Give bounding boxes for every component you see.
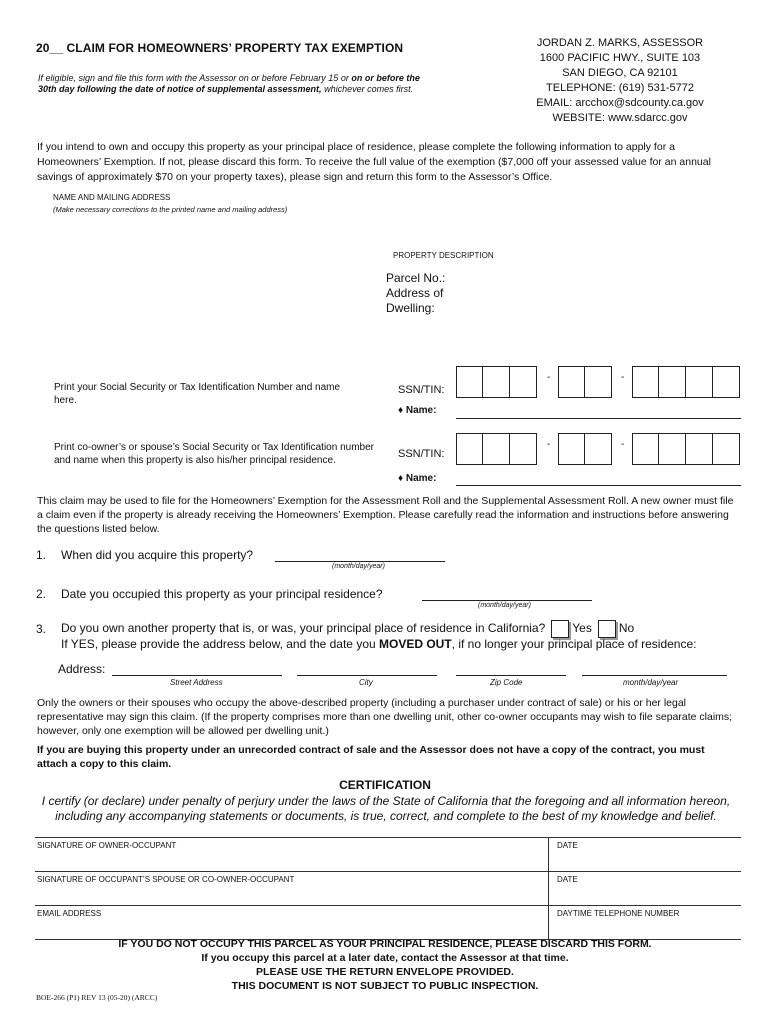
signature-row-owner[interactable] xyxy=(35,838,741,872)
ssn1-digit-box[interactable] xyxy=(558,366,585,398)
name-address-label: NAME AND MAILING ADDRESS xyxy=(53,193,171,202)
ssn1-dash2: - xyxy=(621,372,625,383)
q1-hint: (month/day/year) xyxy=(332,563,385,570)
phone-label: DAYTIME TELEPHONE NUMBER xyxy=(557,909,680,918)
assessor-address2: SAN DIEGO, CA 92101 xyxy=(562,67,678,79)
ssn2-name-label: ♦ Name: xyxy=(398,473,437,484)
ssn1-label: SSN/TIN: xyxy=(398,384,445,396)
q2-text: Date you occupied this property as your principal residence? xyxy=(61,587,383,601)
ssn2-digit-box[interactable] xyxy=(632,433,659,465)
form-title: 20__ CLAIM FOR HOMEOWNERS’ PROPERTY TAX EXEMPTION xyxy=(36,41,404,55)
ssn1-group1[interactable] xyxy=(456,366,537,398)
ssn1-digit-box[interactable] xyxy=(659,366,686,398)
q2-number: 2. xyxy=(36,587,47,601)
form-number: BOE-266 (P1) REV 13 (05-20) (ARCC) xyxy=(36,993,158,1002)
name-address-note: (Make necessary corrections to the printed name and mailing address) xyxy=(53,205,288,214)
q3-number: 3. xyxy=(36,622,47,636)
contract-paragraph: If you are buying this property under an unrecorded contract of sale and the Assessor does not have a copy of the contract, you must attach a copy to this claim. xyxy=(37,744,705,770)
certification-text: I certify (or declare) under penalty of perjury under the laws of the State of California that the foregoing and all information hereon, including any accompanying statements or documents, is true, correct, and complete to the best of my knowledge and belief. xyxy=(41,794,731,823)
footer-line1: IF YOU DO NOT OCCUPY THIS PARCEL AS YOUR PRINCIPAL RESIDENCE, PLEASE DISCARD THIS FORM. xyxy=(118,938,652,950)
q3-followup-bold: MOVED OUT xyxy=(379,637,452,651)
ssn1-group2[interactable] xyxy=(558,366,612,398)
ssn2-dash1: - xyxy=(547,439,551,450)
zip-hint: Zip Code xyxy=(490,678,523,687)
ssn2-digit-box[interactable] xyxy=(483,433,510,465)
email-label: EMAIL ADDRESS xyxy=(37,909,102,918)
instr-part2: whichever comes first. xyxy=(321,84,414,94)
q3-text: Do you own another property that is, or was, your principal place of residence in California? xyxy=(61,621,546,636)
assessor-website: WEBSITE: www.sdarcc.gov xyxy=(552,112,688,124)
ssn2-digit-box[interactable] xyxy=(510,433,537,465)
q3-no-label: No xyxy=(618,621,635,636)
q1-number: 1. xyxy=(36,548,47,562)
ssn1-digit-box[interactable] xyxy=(585,366,612,398)
assessor-telephone: TELEPHONE: (619) 531-5772 xyxy=(546,82,694,94)
q2-hint: (month/day/year) xyxy=(478,602,531,609)
ssn1-group3[interactable] xyxy=(632,366,740,398)
ssn2-group2[interactable] xyxy=(558,433,612,465)
email-cell[interactable] xyxy=(35,906,549,939)
q3-yes-checkbox[interactable] xyxy=(551,620,569,638)
footer-line3: PLEASE USE THE RETURN ENVELOPE PROVIDED. xyxy=(256,966,514,978)
ssn2-dash2: - xyxy=(621,439,625,450)
spouse-signature-label: SIGNATURE OF OCCUPANT’S SPOUSE OR CO-OWNER-OCCUPANT xyxy=(37,875,295,884)
contact-row[interactable] xyxy=(35,906,741,940)
ssn1-digit-box[interactable] xyxy=(483,366,510,398)
footer-line4: THIS DOCUMENT IS NOT SUBJECT TO PUBLIC INSPECTION. xyxy=(231,980,539,992)
street-hint: Street Address xyxy=(170,678,223,687)
q3-followup-b: , if no longer your principal place of residence: xyxy=(451,637,697,651)
q3-followup xyxy=(61,637,696,651)
assessor-address1: 1600 PACIFIC HWY., SUITE 103 xyxy=(539,52,701,64)
q3-followup-a: If YES, please provide the address below, and the date you xyxy=(61,637,379,651)
q2-answer-line[interactable] xyxy=(422,600,592,601)
date1-label: DATE xyxy=(557,841,578,850)
street-line[interactable] xyxy=(112,675,282,676)
ssn2-group1[interactable] xyxy=(456,433,537,465)
filing-instructions xyxy=(38,73,428,95)
ssn2-label: SSN/TIN: xyxy=(398,448,445,460)
ssn2-instruction: Print co-owner’s or spouse’s Social Security or Tax Identification number and name when this property is also his/her principal residence. xyxy=(54,442,374,466)
zip-line[interactable] xyxy=(456,675,566,676)
city-line[interactable] xyxy=(297,675,437,676)
ssn1-digit-box[interactable] xyxy=(456,366,483,398)
ssn2-name-line[interactable] xyxy=(456,485,741,486)
ssn1-dash1: - xyxy=(547,372,551,383)
ssn1-instruction: Print your Social Security or Tax Identification Number and name here. xyxy=(54,382,341,406)
ssn2-group3[interactable] xyxy=(632,433,740,465)
ssn2-digit-box[interactable] xyxy=(713,433,740,465)
certification-title: CERTIFICATION xyxy=(339,778,431,792)
city-hint: City xyxy=(359,678,373,687)
assessor-name: JORDAN Z. MARKS, ASSESSOR xyxy=(536,37,704,49)
ssn2-digit-box[interactable] xyxy=(558,433,585,465)
q3-line xyxy=(61,620,634,638)
q1-text: When did you acquire this property? xyxy=(61,548,254,562)
ssn1-name-line[interactable] xyxy=(456,418,741,419)
q1-answer-line[interactable] xyxy=(275,561,445,562)
ssn2-digit-box[interactable] xyxy=(456,433,483,465)
address-label: Address: xyxy=(58,662,106,676)
ssn2-digit-box[interactable] xyxy=(585,433,612,465)
instr-bold: on or before the 30th day following the date of notice of supplemental assessment, xyxy=(38,73,420,94)
footer-notice xyxy=(0,937,770,993)
footer-line2: If you occupy this parcel at a later date, contact the Assessor at that time. xyxy=(201,952,569,964)
ssn1-digit-box[interactable] xyxy=(632,366,659,398)
date2-label: DATE xyxy=(557,875,578,884)
spouse-signature-cell[interactable] xyxy=(35,872,549,905)
assessor-block xyxy=(505,36,735,126)
signature-row-spouse[interactable] xyxy=(35,872,741,906)
dwelling-label: Dwelling: xyxy=(386,301,435,315)
owner-signature-label: SIGNATURE OF OWNER-OCCUPANT xyxy=(37,841,177,850)
property-description xyxy=(386,271,445,316)
q3-yes-label: Yes xyxy=(572,621,592,636)
ssn1-digit-box[interactable] xyxy=(686,366,713,398)
assessor-email: EMAIL: arcchox@sdcounty.ca.gov xyxy=(536,97,704,109)
owner-signature-cell[interactable] xyxy=(35,838,549,871)
ssn2-digit-box[interactable] xyxy=(686,433,713,465)
address-of-label: Address of xyxy=(386,286,444,300)
parcel-label: Parcel No.: xyxy=(386,271,446,285)
claim-paragraph: This claim may be used to file for the Homeowners’ Exemption for the Assessment Roll and the Supplemental Assessment Roll. A new owner must file a claim even if the property is already receiving the Homeowners’ Exemption. Please carefully read the information and instructions before answering the questions listed below. xyxy=(37,495,734,535)
intro-paragraph: If you intend to own and occupy this property as your principal place of residence, please complete the following information to apply for a Homeowners’ Exemption. If not, please discard this form. To receive the full value of the exemption ($7,000 off your assessed value for an annual savings of approximately $70 on your property taxes), please sign and return this form to the Assessor’s Office. xyxy=(37,141,711,183)
moved-date-line[interactable] xyxy=(582,675,727,676)
ssn1-digit-box[interactable] xyxy=(510,366,537,398)
owners-paragraph: Only the owners or their spouses who occupy the above-described property (including a purchaser under contract of sale) or his or her legal representative may sign this claim. (If the property comprises more than one dwelling unit, other co-owner occupants may wish to file separate claims; however, only one exemption will be allowed per dwelling unit.) xyxy=(37,697,733,737)
signature-table xyxy=(35,837,741,940)
ssn1-digit-box[interactable] xyxy=(713,366,740,398)
instr-part1: If eligible, sign and file this form with the Assessor on or before February 15 or xyxy=(38,73,352,83)
ssn1-name-label: ♦ Name: xyxy=(398,405,437,416)
property-description-label: PROPERTY DESCRIPTION xyxy=(393,251,494,260)
q3-no-checkbox[interactable] xyxy=(598,620,616,638)
date-hint: month/day/year xyxy=(623,678,679,687)
ssn2-digit-box[interactable] xyxy=(659,433,686,465)
